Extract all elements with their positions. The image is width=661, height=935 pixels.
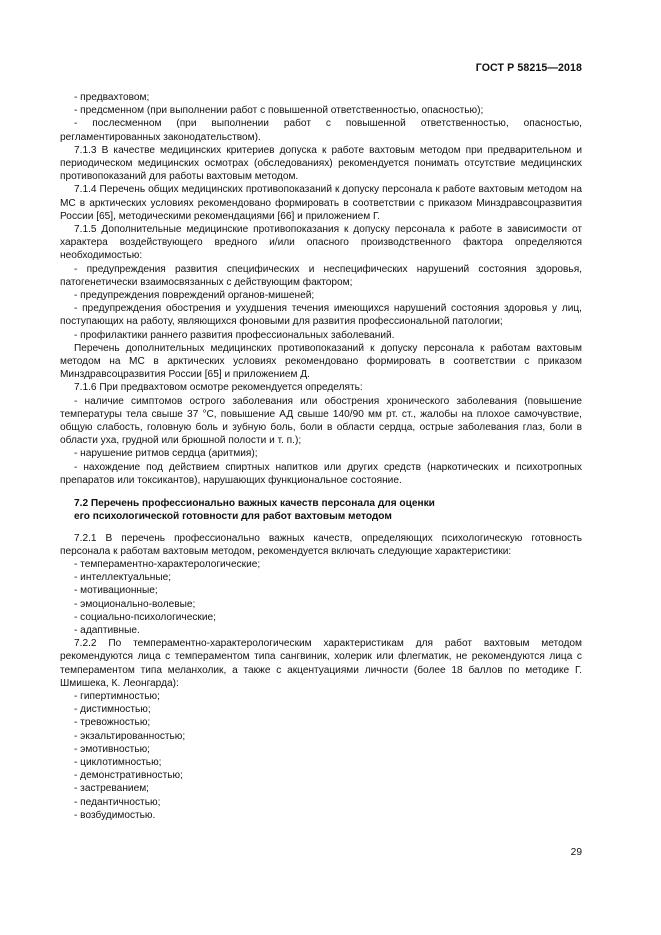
list-item-hyperthymia: - гипертимностью; [74, 690, 160, 702]
list-item-predsmennom: - предсменном (при выполнении работ с повышенной ответственностью, опасностью); [74, 105, 484, 117]
clause-7-1-4: 7.1.4 Перечень общих медицинских противопоказаний к допуску персонала к работе вахтовым методом на МС в арктических условиях рекомендовано формировать в соответствии с приказом Минздравсоцразвития России [65], методическими рекомендациями [66] и приложением Г. [60, 184, 582, 222]
list-item-emotivity: - эмотивностью; [74, 743, 150, 755]
list-item-adaptive: - адаптивные. [74, 624, 140, 636]
section-7-2-title-line1: 7.2 Перечень профессионально важных качеств персонала для оценки [74, 498, 435, 510]
list-item-cyclothymia: - циклотимностью; [74, 756, 162, 768]
list-item-pedantry: - педантичностью; [74, 796, 161, 808]
clause-7-2-1: 7.2.1 В перечень профессионально важных качеств, определяющих психологическую готовность персонала к работам вахтовым методом, рекомендуется включать следующие характеристики: [60, 532, 582, 557]
document-body [60, 91, 582, 822]
list-item-intoxication: - нахождение под действием спиртных напитков или других средств (наркотических и психотропных препаратов или токсикантов), нарушающих функциональное состояние. [60, 461, 582, 486]
document-code-header: ГОСТ Р 58215—2018 [475, 62, 582, 74]
section-7-2-title-line2: его психологической готовности для работ вахтовым методом [74, 511, 392, 523]
clause-7-1-6: 7.1.6 При предвахтовом осмотре рекомендуется определять: [74, 382, 363, 394]
list-item-socio-psychological: - социально-психологические; [74, 611, 216, 623]
list-item-prophylaxis: - профилактики раннего развития профессиональных заболеваний. [74, 329, 395, 341]
list-item-target-organs: - предупреждения повреждений органов-мишеней; [74, 290, 315, 302]
list-item-exaltation: - экзальтированностью; [74, 730, 186, 742]
list-item-specific-disorders: - предупреждения развития специфических и неспецифических нарушений состояния здоровья, патогенетически взаимосвязанных с действующим фактором; [60, 263, 582, 288]
list-item-intellectual: - интеллектуальные; [74, 572, 172, 584]
clause-7-1-3: 7.1.3 В качестве медицинских критериев допуска к работе вахтовым методом при предварительном и периодическом медицинских осмотрах (обследованиях) рекомендуется понимать отсутствие медицинских противопоказаний для работы вахтовым методом. [60, 144, 582, 183]
list-item-temperament: - темпераментно-характерологические; [74, 558, 261, 570]
list-item-emotional-volitional: - эмоционально-волевые; [74, 598, 196, 610]
list-item-demonstrativeness: - демонстративностью; [74, 770, 183, 782]
paragraph-additional-contraindications: Перечень дополнительных медицинских противопоказаний к допуску персонала к работам вахтовым методом на МС в арктических условиях рекомендовано формировать в соответствии с приказом Минздравсоцразвития России [65] и приложением Д. [60, 342, 582, 381]
list-item-motivational: - мотивационные; [74, 585, 158, 597]
list-item-poslesmennom: - послесменном (при выполнении работ с повышенной ответственностью, опасностью, регламентированных законодательством). [60, 118, 582, 143]
section-7-2-heading [60, 497, 582, 523]
list-item-excitability: - возбудимостью. [74, 809, 156, 821]
list-item-prevahtovom: - предвахтовом; [74, 92, 150, 103]
list-item-anxiety: - тревожностью; [74, 717, 151, 729]
list-item-acute-symptoms: - наличие симптомов острого заболевания или обострения хронического заболевания (повышение температуры тела свыше 37 °С, повышение АД свыше 140/90 мм рт. ст., жалобы на плохое самочувствие, общую слабость, головную боль и зубную боль, боли в области сердца, острые заболевания глаз, боли в области уха, грудной или брюшной полости и т. п.); [60, 395, 582, 447]
clause-7-1-5: 7.1.5 Дополнительные медицинские противопоказания к допуску персонала к работе в зависимости от характера воздействующего вредного и/или опасного производственного фактора определяются необходимостью: [60, 224, 582, 262]
list-item-dysthymia: - дистимностью; [74, 704, 151, 716]
page-number: 29 [570, 847, 582, 858]
list-item-rigidity: - застреванием; [74, 783, 149, 795]
list-item-arrhythmia: - нарушение ритмов сердца (аритмия); [74, 448, 258, 460]
list-item-exacerbation: - предупреждения обострения и ухудшения течения имеющихся нарушений состояния здоровья у лиц, поступающих на работу, являющихся фоновыми для развития профессиональной патологии; [60, 303, 582, 328]
clause-7-2-2: 7.2.2 По темпераментно-характерологическим характеристикам для работ вахтовым методом рекомендуются лица с темпераментом типа сангвиник, холерик или флегматик, не рекомендуются лица с темпераментом типа меланхолик, а также с акцентуациями личности (более 18 баллов по методике Г. Шмишека, К. Леонгарда): [60, 638, 582, 689]
